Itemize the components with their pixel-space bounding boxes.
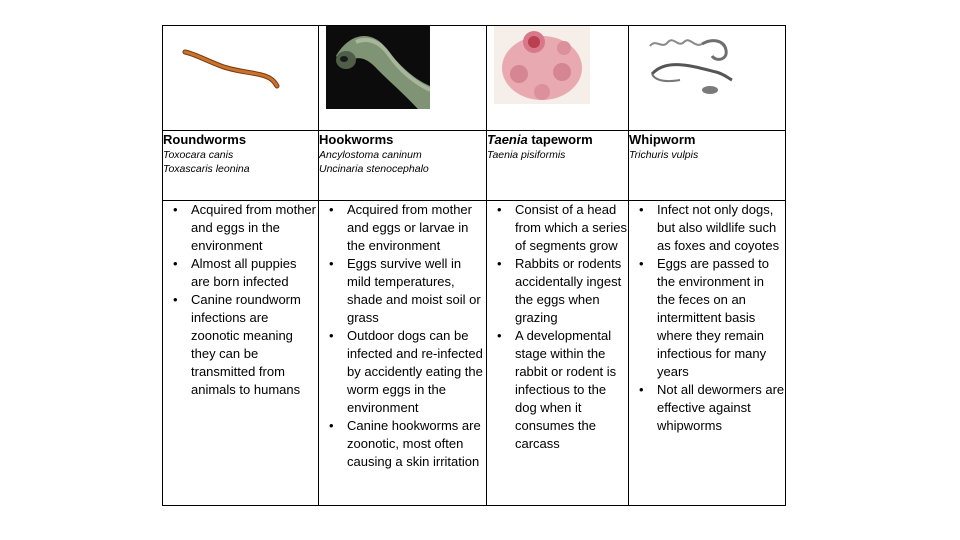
whipworm-image xyxy=(646,36,738,98)
hookworm-facts-cell xyxy=(319,201,487,506)
hookworm-common-name: Hookworms xyxy=(319,132,394,147)
list-item: • Eggs are passed to the environment in the feces on an intermittent basis where they remain infectious for many years xyxy=(629,255,785,381)
list-item: • Almost all puppies are born infected xyxy=(163,255,318,291)
roundworm-facts-list xyxy=(163,201,318,399)
tapeworm-facts-cell xyxy=(487,201,629,506)
list-item: • Not all dewormers are effective against whipworms xyxy=(629,381,785,435)
whipworm-facts-cell xyxy=(629,201,786,506)
name-row xyxy=(163,131,786,201)
whipworm-facts-list xyxy=(629,201,785,435)
whipworm-common-name: Whipworm xyxy=(629,132,696,147)
list-item: • Outdoor dogs can be infected and re-infected by accidently eating the worm eggs in the environment xyxy=(319,327,486,417)
roundworm-name-cell xyxy=(163,131,319,201)
tapeworm-common-suffix: tapeworm xyxy=(527,132,593,147)
list-item: • Acquired from mother and eggs in the environment xyxy=(163,201,318,255)
whipworm-image-cell xyxy=(629,26,786,131)
list-item: • Consist of a head from which a series of segments grow xyxy=(487,201,628,255)
roundworm-image-cell xyxy=(163,26,319,131)
tapeworm-genus: Taenia xyxy=(487,132,528,147)
roundworm-common-name: Roundworms xyxy=(163,132,247,147)
facts-row xyxy=(163,201,786,506)
list-item: • Canine roundworm infections are zoonotic meaning they can be transmitted from animals to humans xyxy=(163,291,318,399)
hookworm-scientific-name-1: Ancylostoma caninum xyxy=(319,149,422,161)
roundworm-facts-cell xyxy=(163,201,319,506)
list-item: • Rabbits or rodents accidentally ingest the eggs when grazing xyxy=(487,255,628,327)
worm-comparison-table xyxy=(162,25,786,506)
list-item: • Acquired from mother and eggs or larvae in the environment xyxy=(319,201,486,255)
whipworm-name-cell xyxy=(629,131,786,201)
list-item: • Canine hookworms are zoonotic, most often causing a skin irritation xyxy=(319,417,486,471)
hookworm-name-cell xyxy=(319,131,487,201)
image-row xyxy=(163,26,786,131)
list-item: • Eggs survive well in mild temperatures, shade and moist soil or grass xyxy=(319,255,486,327)
tapeworm-name-cell xyxy=(487,131,629,201)
tapeworm-common-name xyxy=(487,131,628,148)
roundworm-scientific-name-2: Toxascaris leonina xyxy=(163,163,250,175)
tapeworm-image-cell xyxy=(487,26,629,131)
roundworm-scientific-name-1: Toxocara canis xyxy=(163,149,234,161)
hookworm-facts-list xyxy=(319,201,486,471)
roundworm-image xyxy=(181,46,281,96)
tapeworm-scientific-name: Taenia pisiformis xyxy=(487,149,566,161)
tapeworm-image xyxy=(494,26,590,104)
list-item: • A developmental stage within the rabbit or rodent is infectious to the dog when it consumes the carcass xyxy=(487,327,628,453)
hookworm-image xyxy=(326,26,430,109)
whipworm-scientific-name: Trichuris vulpis xyxy=(629,149,699,161)
tapeworm-facts-list xyxy=(487,201,628,453)
hookworm-scientific-name-2: Uncinaria stenocephalo xyxy=(319,163,429,175)
hookworm-image-cell xyxy=(319,26,487,131)
list-item: • Infect not only dogs, but also wildlife such as foxes and coyotes xyxy=(629,201,785,255)
